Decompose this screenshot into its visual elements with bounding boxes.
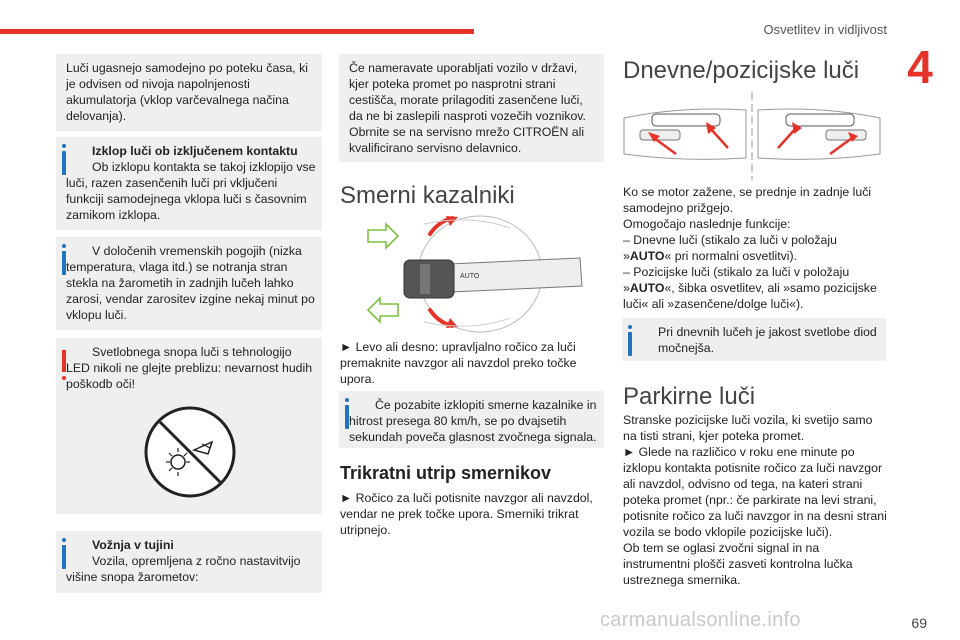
page-number: 69 xyxy=(911,615,927,631)
info-note-condensation xyxy=(56,237,322,330)
intro-text: Luči ugasnejo samodejno po poteku časa, ki je odvisen od nivoja napolnjenosti akumulatorja (vklop varčevalnega načina delovanja). xyxy=(66,61,308,123)
note-text: Če pozabite izklopiti smerne kazalnike in hitrost presega 80 km/h, se po dvajsetih sekundah poveča glasnost zvočnega signala. xyxy=(349,398,597,444)
intro-box xyxy=(56,54,322,131)
info-note-daytime xyxy=(622,318,886,361)
heading-turn-signals: Smerni kazalniki xyxy=(340,182,515,209)
day-para-1: Ko se motor zažene, se prednje in zadnje luči samodejno prižgejo. xyxy=(623,185,872,215)
park-para-2: ► Glede na različico v roku ene minute po izklopu kontakta potisnite ročico za luči navzgor ali navzdol, odvisno od tega, na kateri strani poteka promet (npr.: če parkirate na levi strani, potisnite ročico za luči navzgor in na desni strani vozila se bodo vklopile pozicijske luči). xyxy=(623,445,887,539)
day-para-2: Omogočajo naslednje funkcije: xyxy=(623,217,791,231)
note-text: V določenih vremenskih pogojih (nizka temperatura, vlaga itd.) se notranja stran stekla na žarometih in zadnjih lučeh lahko zarosi, vendar zarositev izgine nekaj minut po vklopu luči. xyxy=(66,244,315,322)
section-title: Osvetlitev in vidljivost xyxy=(763,22,887,37)
info-note-speed xyxy=(339,391,604,448)
day-list-item-1: – Dnevne luči (stikalo za luči v položaju »AUTO« pri normalni osvetlitvi). xyxy=(623,233,837,263)
info-note-abroad xyxy=(56,531,322,593)
watermark: carmanualsonline.info xyxy=(600,609,801,631)
warning-text: Svetlobnega snopa luči s tehnologijo LED nikoli ne glejte preblizu: nevarnost hudih poškodb oči! xyxy=(66,345,313,391)
note-title: Izklop luči ob izključenem kontaktu xyxy=(92,144,298,158)
heading-triple-flash: Trikratni utrip smernikov xyxy=(340,463,552,483)
chapter-number: 4 xyxy=(907,41,933,93)
park-para-3: Ob tem se oglasi zvočni signal in na instrumentni plošči zasveti kontrolna lučka ustreznega smernika. xyxy=(623,541,853,587)
park-para-1: Stranske pozicijske luči vozila, ki svetijo samo na tisti strani, kjer poteka promet. xyxy=(623,413,873,443)
parking-lights-body xyxy=(623,412,887,588)
heading-parking-lights: Parkirne luči xyxy=(623,383,756,410)
info-note-lights-off xyxy=(56,137,322,230)
daytime-lights-body xyxy=(623,184,885,312)
abroad-text: Če nameravate uporabljati vozilo v državi, kjer poteka promet po nasprotni strani cestišča, morate prilagoditi zasenčene luči, da ne bi zaslepili nasproti vozečih voznikov. Obrnite se na servisno mrežo CITROËN ali kvalificirano servisno delavnico. xyxy=(349,61,586,155)
heading-daytime-lights: Dnevne/pozicijske luči xyxy=(623,57,860,84)
turn-signal-lever-illustration xyxy=(360,214,600,334)
daytime-lights-illustration xyxy=(622,88,884,184)
note-text: Vozila, opremljena z ročno nastavitvijo višine snopa žarometov: xyxy=(66,554,301,584)
day-list-item-2: – Pozicijske luči (stikalo za luči v položaju »AUTO«, šibka osvetlitev, ali »samo pozicijske luči« ali »zasenčene/dolge luči«). xyxy=(623,265,877,311)
lever-auto-label: AUTO xyxy=(460,273,480,280)
abroad-continued-box xyxy=(339,54,604,162)
note-title: Vožnja v tujini xyxy=(92,538,174,552)
info-icon xyxy=(628,332,632,356)
no-looking-at-led-icon xyxy=(142,404,238,500)
turn-signal-instruction: ► Levo ali desno: upravljalno ročico za luči premaknite navzgor ali navzdol preko točke upora. xyxy=(340,340,577,386)
header-accent-bar xyxy=(0,29,474,34)
note-text: Pri dnevnih lučeh je jakost svetlobe diod močnejša. xyxy=(658,325,877,355)
warning-led-box xyxy=(56,338,322,514)
triple-flash-instruction: ► Ročico za luči potisnite navzgor ali navzdol, vendar ne prek točke upora. Smerniki trikrat utripnejo. xyxy=(340,491,593,537)
note-text: Ob izklopu kontakta se takoj izklopijo vse luči, razen zasenčenih luči pri vključeni funkciji samodejnega vklopa luči s časovnim zamikom izklopa. xyxy=(66,160,316,222)
